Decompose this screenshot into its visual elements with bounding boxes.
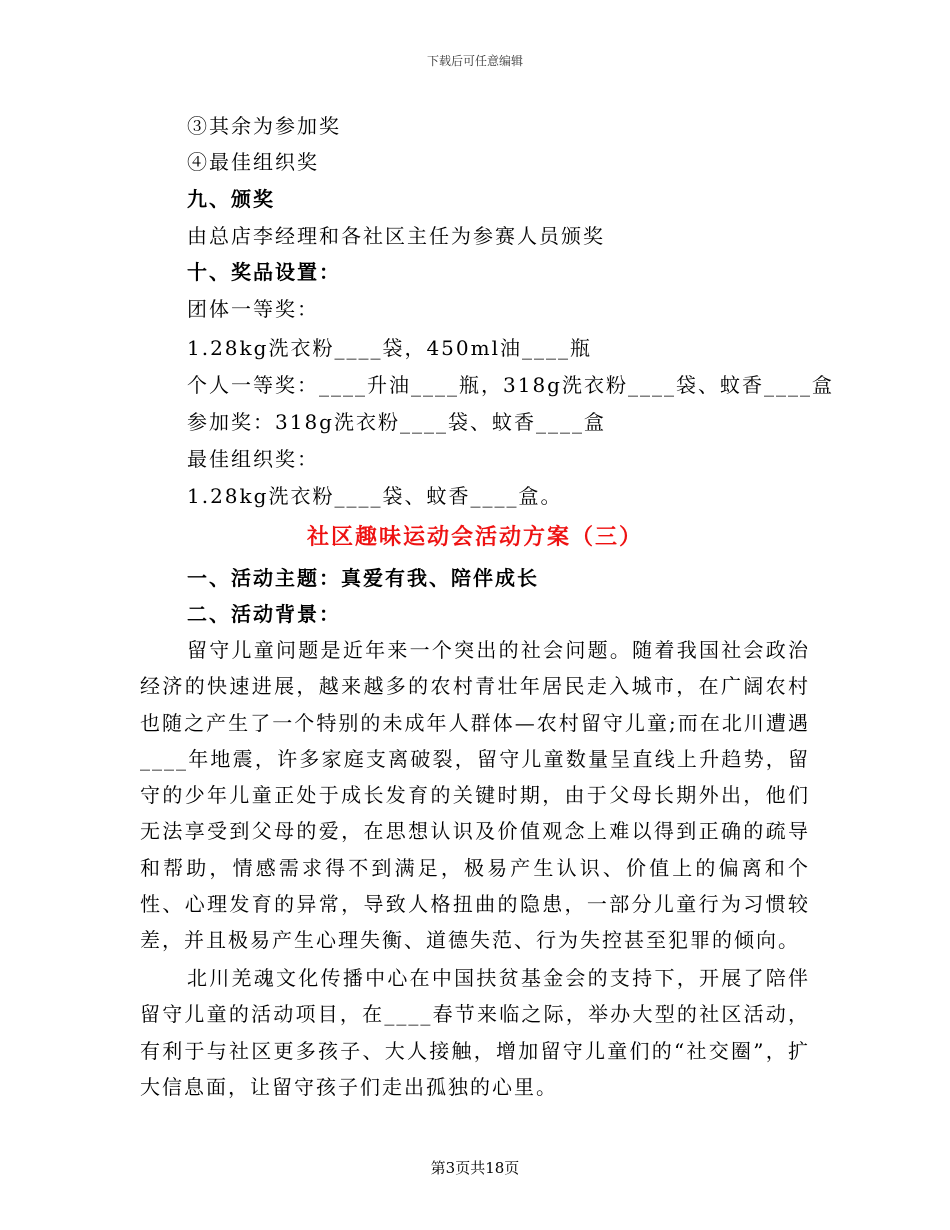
prize-team-first-items: 1.28kg洗衣粉____袋，450ml油____瓶 [187,336,592,360]
heading-activity-theme: 一、活动主题：真爱有我、陪伴成长 [187,566,539,590]
background-paragraph-1: 留守儿童问题是近年来一个突出的社会问题。随着我国社会政治经济的快速进展，越来越多的农村青壮年居民走入城市，在广阔农村也随之产生了一个特别的未成年人群体—农村留守儿童;而在北川遭遇____年地震，许多家庭支离破裂，留守儿童数量呈直线上升趋势，留守的少年儿童正处于成长发育的关键时期，由于父母长期外出，他们无法享受到父母的爱，在思想认识及价值观念上难以得到正确的疏导和帮助，情感需求得不到满足，极易产生认识、价值上的偏离和个性、心理发育的异常，导致人格扭曲的隐患，一部分儿童行为习惯较差，并且极易产生心理失衡、道德失范、行为失控甚至犯罪的倾向。 [140,638,810,953]
award-participation-item: ③其余为参加奖 [187,114,341,138]
prize-individual-first: 个人一等奖：____升油____瓶，318g洗衣粉____袋、蚊香____盒 [187,373,834,397]
prize-best-organization-items: 1.28kg洗衣粉____袋、蚊香____盒。 [187,484,563,508]
prize-best-organization-label: 最佳组织奖： [187,447,319,471]
prize-participation: 参加奖：318g洗衣粉____袋、蚊香____盒 [187,410,606,434]
section-heading-award-ceremony: 九、颁奖 [187,187,275,211]
page-header: 下载后可任意编辑 [426,54,523,68]
section-title: 社区趣味运动会活动方案（三） [306,524,643,550]
page-footer: 第3页共18页 [430,1159,520,1177]
heading-activity-background: 二、活动背景： [187,602,341,626]
section-heading-prizes: 十、奖品设置： [187,260,341,284]
award-ceremony-text: 由总店李经理和各社区主任为参赛人员颁奖 [187,224,605,248]
prize-team-first-label: 团体一等奖： [187,297,319,321]
award-organization-item: ④最佳组织奖 [187,150,319,174]
background-paragraph-2: 北川羌魂文化传播中心在中国扶贫基金会的支持下，开展了陪伴留守儿童的活动项目，在____春节来临之际，举办大型的社区活动，有利于与社区更多孩子、大人接触，增加留守儿童们的“社交圈”，扩大信息面，让留守孩子们走出孤独的心里。 [140,966,810,1099]
